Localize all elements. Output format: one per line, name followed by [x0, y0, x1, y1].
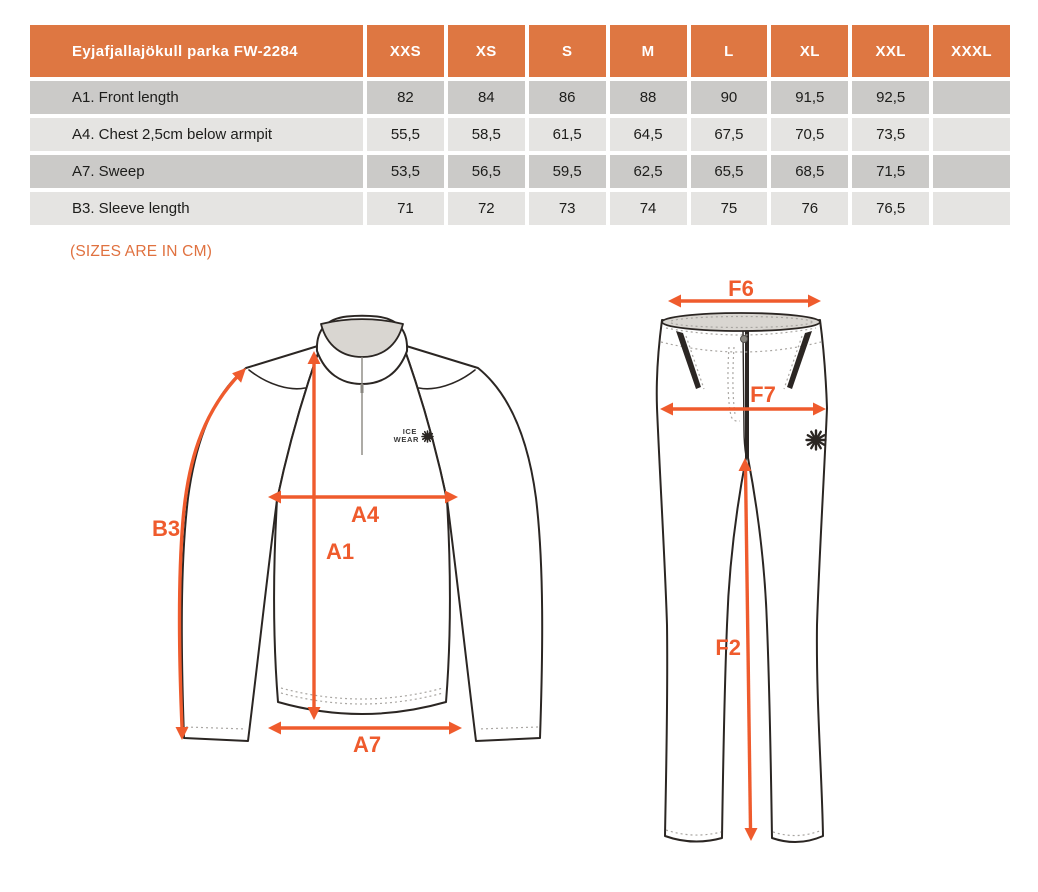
size-value-cell: 73,5 [852, 118, 929, 151]
size-column-header: S [529, 25, 606, 77]
size-value-cell: 71 [367, 192, 444, 225]
size-value-cell: 64,5 [610, 118, 687, 151]
size-value-cell: 76,5 [852, 192, 929, 225]
size-value-cell: 59,5 [529, 155, 606, 188]
f6-arrow [668, 276, 821, 308]
size-column-header: XXXL [933, 25, 1010, 77]
size-column-header: M [610, 25, 687, 77]
size-value-cell: 90 [691, 81, 768, 114]
size-value-cell: 71,5 [852, 155, 929, 188]
pants-waist-opening [662, 313, 820, 331]
zipper-pull [361, 384, 364, 393]
f7-label: F7 [750, 382, 776, 407]
pants-diagram [657, 276, 827, 842]
measurement-row-label: A4. Chest 2,5cm below armpit [30, 118, 363, 151]
size-value-cell: 92,5 [852, 81, 929, 114]
size-value-cell [933, 81, 1010, 114]
size-value-cell: 84 [448, 81, 525, 114]
table-title-cell: Eyjafjallajökull parka FW-2284 [30, 25, 363, 77]
size-value-cell: 55,5 [367, 118, 444, 151]
size-value-cell [933, 155, 1010, 188]
size-table [30, 25, 1010, 225]
size-value-cell: 53,5 [367, 155, 444, 188]
a1-label: A1 [326, 539, 355, 564]
logo-text-line1: ICE [402, 427, 417, 436]
pants-left-leg [657, 320, 746, 842]
size-value-cell: 86 [529, 81, 606, 114]
size-column-header: L [691, 25, 768, 77]
measurement-row-label: B3. Sleeve length [30, 192, 363, 225]
measurement-row-label: A1. Front length [30, 81, 363, 114]
size-value-cell [933, 118, 1010, 151]
b3-label: B3 [151, 516, 181, 541]
size-value-cell: 88 [610, 81, 687, 114]
size-value-cell: 62,5 [610, 155, 687, 188]
size-value-cell: 75 [691, 192, 768, 225]
size-value-cell: 58,5 [448, 118, 525, 151]
size-value-cell: 70,5 [771, 118, 848, 151]
size-value-cell: 91,5 [771, 81, 848, 114]
size-value-cell: 74 [610, 192, 687, 225]
size-value-cell: 68,5 [771, 155, 848, 188]
measurement-row-label: A7. Sweep [30, 155, 363, 188]
size-value-cell [933, 192, 1010, 225]
size-value-cell: 73 [529, 192, 606, 225]
jacket-diagram [152, 316, 542, 757]
a4-label: A4 [350, 502, 380, 527]
a7-arrow [268, 722, 462, 758]
size-column-header: XXS [367, 25, 444, 77]
measurement-diagrams [0, 270, 1038, 892]
waist-button [741, 336, 748, 343]
size-column-header: XS [448, 25, 525, 77]
a7-label: A7 [352, 732, 382, 757]
size-column-header: XXL [852, 25, 929, 77]
f6-label: F6 [728, 276, 754, 301]
size-column-header: XL [771, 25, 848, 77]
size-value-cell: 67,5 [691, 118, 768, 151]
size-value-cell: 82 [367, 81, 444, 114]
f2-label: F2 [715, 635, 741, 660]
size-value-cell: 72 [448, 192, 525, 225]
size-value-cell: 65,5 [691, 155, 768, 188]
size-value-cell: 76 [771, 192, 848, 225]
sizes-unit-note: (SIZES ARE IN CM) [70, 243, 213, 260]
logo-text-line2: WEAR [393, 435, 419, 444]
size-value-cell: 56,5 [448, 155, 525, 188]
size-value-cell: 61,5 [529, 118, 606, 151]
